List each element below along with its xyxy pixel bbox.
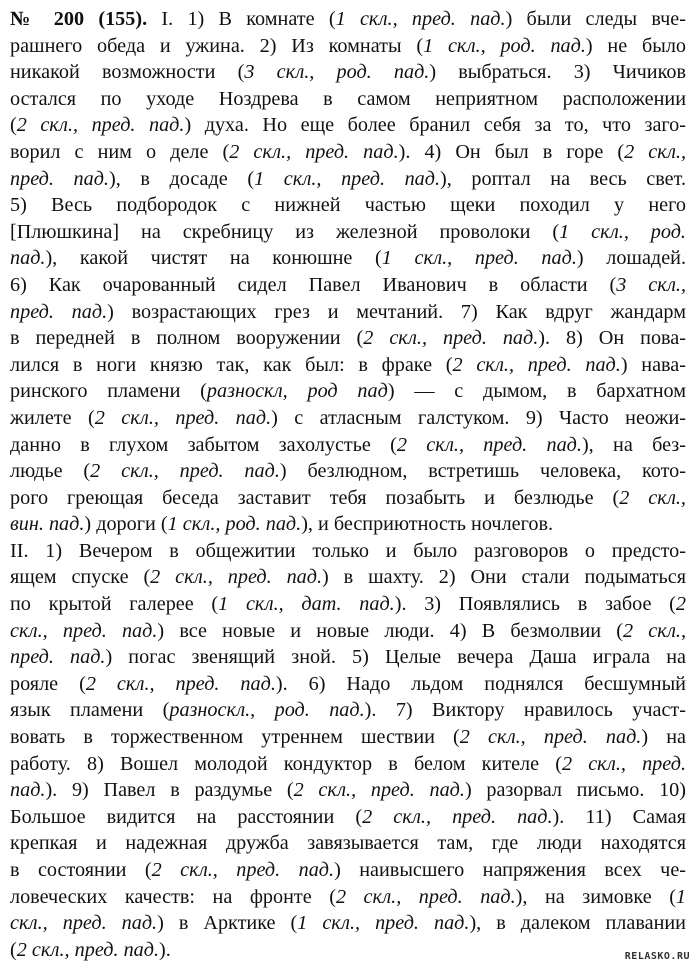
text-fragment: ) наивысшего напряжения всех че-	[334, 859, 686, 881]
grammar-note: 1 скл., пред. пад.	[335, 8, 506, 30]
text-fragment: вовать в торжественном утреннем шествии (	[10, 726, 460, 749]
text-fragment: жилете (	[10, 406, 95, 429]
text-fragment: ) в Арктике (	[157, 912, 298, 935]
grammar-note: вин. пад.	[10, 513, 85, 536]
text-fragment: 6) Как очарованный сидел Павел Иванович в области (	[10, 273, 617, 296]
text-fragment: лился в ноги князю так, как был: в фраке (	[10, 353, 453, 376]
text-fragment: рояле (	[10, 672, 86, 695]
text-line	[10, 325, 686, 352]
text-line	[10, 485, 686, 512]
text-line	[10, 804, 686, 831]
text-fragment: ) на	[641, 726, 686, 749]
grammar-note: 2 скл., пред. пад.	[229, 140, 399, 163]
text-line	[10, 299, 686, 326]
text-fragment: по крытой галерее (	[10, 593, 219, 616]
text-line	[10, 33, 686, 60]
grammar-note: 2 скл.,	[624, 140, 686, 163]
text-fragment: ящем спуске (	[10, 566, 151, 589]
text-line	[10, 245, 686, 272]
text-line	[10, 112, 686, 139]
grammar-note: 1 скл., пред. пад.	[297, 912, 470, 935]
grammar-note: пред. пад.	[10, 646, 106, 669]
grammar-note: 2 скл., пред. пад.	[16, 114, 185, 137]
text-line	[10, 511, 686, 538]
text-fragment: ловеческих качеств: на фронте (	[10, 885, 336, 908]
text-fragment: (	[10, 938, 17, 961]
text-line	[10, 272, 686, 299]
text-line	[10, 884, 686, 911]
grammar-note: разноскл., род. пад.	[169, 699, 365, 722]
grammar-note: 2 скл., пред. пад.	[335, 885, 516, 908]
text-line	[10, 432, 686, 459]
text-fragment: 5) Весь подбородок с нижней частью щеки походил у него	[10, 194, 686, 217]
text-fragment: в передней в полном вооружении (	[10, 327, 364, 350]
text-line	[10, 724, 686, 751]
text-fragment: ) нава-	[620, 353, 686, 376]
grammar-note: 2 скл., пред. пад.	[293, 779, 465, 802]
site-watermark: RELASKO.RU	[624, 951, 690, 962]
text-fragment: ) духа. Но еще более бранил себя за то, что заго-	[184, 114, 686, 137]
text-line	[10, 564, 686, 591]
text-line	[10, 671, 686, 698]
text-line	[10, 910, 686, 937]
text-fragment: ) погас звенящий зной. 5) Целые вечера Даша играла на	[105, 646, 686, 669]
text-line	[10, 86, 686, 113]
grammar-note: 2 скл.,	[623, 619, 686, 642]
grammar-note: пад.	[10, 779, 46, 802]
text-fragment: язык пламени (	[10, 699, 170, 722]
text-line	[10, 857, 686, 884]
text-fragment: людье (	[10, 460, 91, 483]
text-fragment: ринского пламени (	[10, 380, 207, 403]
grammar-note: 2 скл., пред. пад.	[16, 938, 160, 961]
grammar-note: 2 скл., пред.	[561, 752, 686, 775]
text-fragment: [Плюшкина] на скребницу из железной проволоки (	[10, 220, 560, 243]
text-fragment: в состоянии (	[10, 859, 152, 881]
grammar-note: 2 скл., пред. пад.	[90, 460, 280, 483]
text-line	[10, 166, 686, 193]
text-fragment: работу. 8) Вошел молодой кондуктор в белом кителе (	[10, 752, 562, 775]
grammar-note: разноскл, род пад	[206, 380, 388, 403]
text-line	[10, 405, 686, 432]
grammar-note: 1 скл., род. пад.	[167, 513, 302, 536]
text-fragment: ). 8) Он пова-	[538, 327, 686, 350]
text-fragment: ). 6) Надо льдом поднялся бесшумный	[275, 672, 686, 695]
text-fragment: ), на без-	[581, 433, 686, 456]
text-fragment: ) безлюдном, встретишь человека, кото-	[279, 460, 686, 483]
text-line	[10, 538, 686, 565]
text-fragment: ).	[159, 938, 171, 961]
text-fragment: ) выбраться. 3) Чичиков	[429, 61, 686, 84]
grammar-note: 1 скл., род.	[559, 220, 686, 243]
text-line	[10, 618, 686, 645]
grammar-note: 2 скл., пред. пад.	[85, 672, 276, 695]
text-fragment: ) были следы вче-	[505, 8, 686, 30]
grammar-note: 2 скл., пред. пад.	[396, 433, 582, 456]
text-fragment: ), и бесприютность ночлегов.	[301, 513, 554, 536]
grammar-note: 1 скл., пред. пад.	[381, 247, 577, 270]
text-line	[10, 6, 686, 33]
text-line	[10, 139, 686, 166]
text-fragment: ). 9) Павел в раздумье (	[45, 779, 294, 802]
text-fragment: I. 1) В комнате (	[147, 8, 336, 30]
grammar-note: 1	[675, 885, 687, 908]
text-line	[10, 378, 686, 405]
text-fragment: рого греющая беседа заставит тебя позабыть и безлюдье (	[10, 486, 620, 509]
grammar-note: пред. пад.	[10, 167, 109, 190]
grammar-note: 1 скл., дат. пад.	[218, 593, 395, 616]
text-line	[10, 352, 686, 379]
text-fragment: ) дороги (	[84, 513, 168, 536]
text-fragment: ), на зимовке (	[515, 885, 676, 908]
text-fragment: Большое видится на расстоянии (	[10, 805, 363, 828]
text-line	[10, 192, 686, 219]
text-line	[10, 591, 686, 618]
text-fragment: ), в далеком плавании	[469, 912, 686, 935]
exercise-number: № 200 (155).	[10, 8, 148, 30]
text-fragment: (	[10, 114, 17, 137]
text-fragment: остался по уходе Ноздрева в самом неприятном расположении	[10, 87, 686, 110]
text-fragment: ) в шахту. 2) Они стали подыматься	[322, 566, 686, 589]
grammar-note: 2 скл.,	[619, 486, 686, 509]
grammar-note: 1 скл., род. пад.	[423, 34, 586, 57]
text-line	[10, 458, 686, 485]
text-line	[10, 751, 686, 778]
text-line	[10, 59, 686, 86]
text-fragment: ) — с дымом, в бархатном	[387, 380, 686, 403]
grammar-note: 2 скл., пред. пад.	[459, 726, 642, 749]
grammar-note: 2	[675, 593, 686, 616]
grammar-note: 1 скл., пред. пад.	[254, 167, 441, 190]
text-fragment: ) лошадей.	[576, 247, 687, 270]
text-fragment: данно в глухом забытом захолустье (	[10, 433, 397, 456]
grammar-note: пад.	[10, 247, 46, 270]
text-fragment: ). 4) Он был в горе (	[398, 140, 625, 163]
text-fragment: рашнего обеда и ужина. 2) Из комнаты (	[10, 34, 424, 57]
text-line	[10, 777, 686, 804]
grammar-note: 2 скл., пред. пад.	[94, 406, 272, 429]
exercise-text	[10, 6, 686, 963]
text-fragment: ) возрастающих грез и мечтаний. 7) Как вдруг жандарм	[107, 300, 686, 323]
grammar-note: 2 скл., пред. пад.	[362, 805, 553, 828]
text-line	[10, 937, 686, 964]
text-line	[10, 830, 686, 857]
text-line	[10, 644, 686, 671]
text-fragment: ) все новые и новые люди. 4) В безмолвии (	[157, 619, 624, 642]
grammar-note: скл., пред. пад.	[10, 619, 158, 642]
grammar-note: 2 скл., пред. пад.	[452, 353, 621, 376]
text-fragment: ) не было	[585, 34, 686, 57]
text-fragment: II. 1) Вечером в общежитии только и было разговоров о предсто-	[10, 539, 686, 562]
text-fragment: ). 11) Самая	[552, 805, 686, 828]
text-fragment: ). 3) Появлялись в забое (	[394, 593, 676, 616]
text-fragment: никакой возможности (	[10, 61, 245, 84]
text-fragment: крепкая и надежная дружба завязывается там, где люди находятся	[10, 832, 686, 855]
text-fragment: ) с атласным галстуком. 9) Часто неожи-	[271, 406, 686, 429]
text-fragment: ), в досаде (	[108, 167, 255, 190]
grammar-note: пред. пад.	[10, 300, 108, 323]
grammar-note: 3 скл.,	[616, 273, 686, 296]
text-line	[10, 697, 686, 724]
grammar-note: 3 скл., род. пад.	[244, 61, 430, 84]
grammar-note: 2 скл., пред. пад.	[150, 566, 323, 589]
text-fragment: ), роптал на весь свет.	[440, 167, 686, 190]
text-fragment: ). 7) Виктору нравилось участ-	[364, 699, 686, 722]
text-fragment: ), какой чистят на конюшне (	[45, 247, 382, 270]
grammar-note: скл., пред. пад.	[10, 912, 158, 935]
text-fragment: ) разорвал письмо. 10)	[464, 779, 687, 802]
grammar-note: 2 скл., пред. пад.	[151, 859, 335, 881]
text-fragment: ворил с ним о деле (	[10, 140, 230, 163]
grammar-note: 2 скл., пред. пад.	[363, 327, 539, 350]
text-line	[10, 219, 686, 246]
